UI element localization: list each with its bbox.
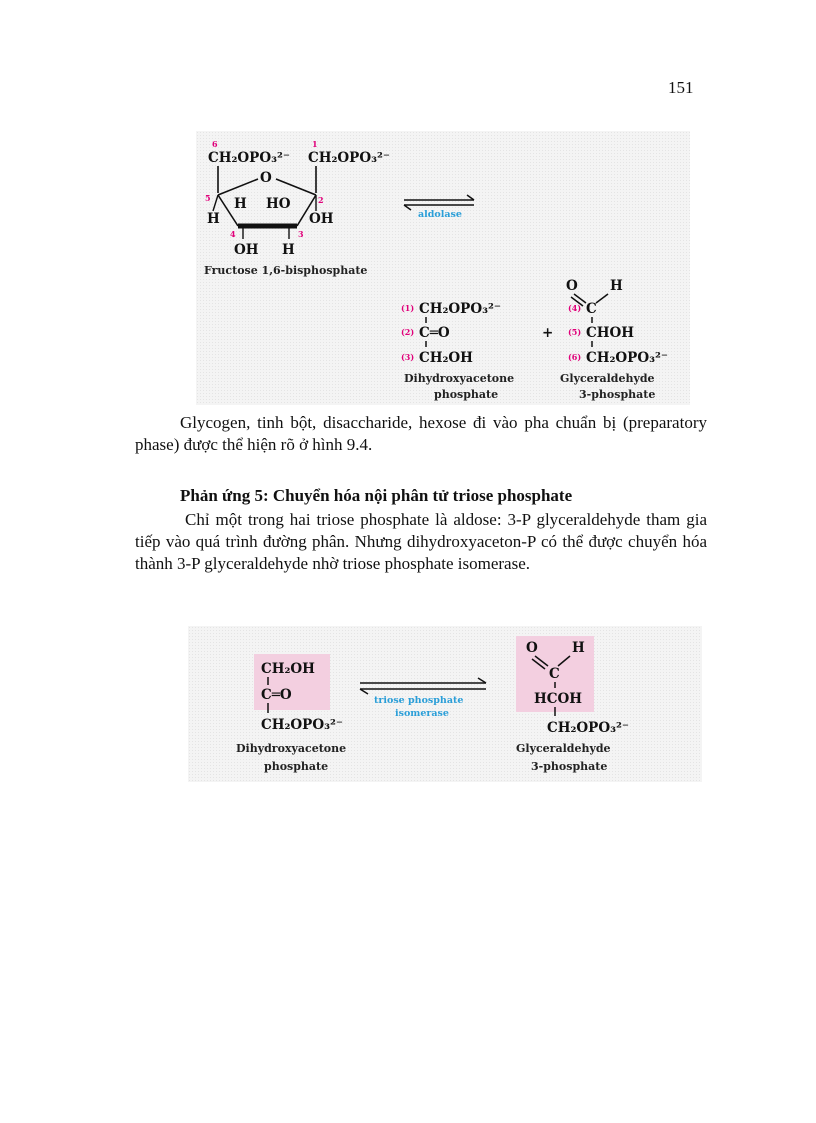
dhap-row-3: CH₂OPO₃²⁻: [261, 717, 344, 733]
page-number: 151: [668, 78, 694, 97]
triose-isomerase-figure: [188, 626, 702, 782]
carbon-number-1: 1: [312, 139, 318, 149]
aldolase-enzyme-label: aldolase: [418, 209, 462, 220]
carbon-number-3: 3: [298, 229, 304, 239]
dhap-row-1: CH₂OH: [261, 661, 315, 677]
ring-oxygen: O: [260, 170, 272, 186]
g3p-number-4: (4): [568, 303, 582, 313]
g3p-oxygen: O: [526, 640, 538, 656]
dhap-number-1: (1): [401, 303, 415, 313]
carbon-number-5: 5: [205, 193, 211, 203]
g3p-row-2: HCOH: [534, 691, 583, 707]
aldolase-reaction-figure: [196, 131, 690, 405]
enzyme-label-line1: triose phosphate: [374, 695, 464, 706]
g3p-row-1: C: [586, 301, 597, 317]
c1-phosphate-group: CH₂OPO₃²⁻: [308, 150, 391, 166]
c4-hydrogen-top: H: [234, 196, 247, 212]
bond-c5-o: [218, 179, 258, 195]
plus-sign: +: [542, 325, 554, 341]
g3p-number-6: (6): [568, 352, 582, 362]
carbon-number-4: 4: [230, 229, 236, 239]
g3p-row-1: C: [549, 666, 560, 682]
g3p-oxygen: O: [566, 278, 578, 294]
triose-isomerase-diagram: [188, 626, 702, 782]
dhap-number-3: (3): [401, 352, 415, 362]
c5-hydrogen: H: [207, 211, 220, 227]
reaction-5-heading: Phản ứng 5: Chuyển hóa nội phân tử triose phosphate: [180, 486, 573, 505]
g3p-number-5: (5): [568, 327, 582, 337]
carbon-number-6: 6: [212, 139, 218, 149]
g3p-row-2: CHOH: [586, 325, 635, 341]
dhap-label-line1: Dihydroxyacetone: [236, 742, 347, 755]
g3p-row-3: CH₂OPO₃²⁻: [547, 720, 630, 736]
dhap-row-3: CH₂OH: [419, 350, 473, 366]
g3p-label-line1: Glyceraldehyde: [560, 372, 655, 385]
bond-o-c2: [276, 179, 316, 195]
bond-c5-h: [213, 195, 218, 211]
c3-hydroxyl-top: HO: [266, 196, 291, 212]
dhap-row-1: CH₂OPO₃²⁻: [419, 301, 502, 317]
g3p-label-line2: 3-phosphate: [531, 760, 608, 773]
enzyme-label-line2: isomerase: [395, 708, 449, 719]
dhap-row-2: C═O: [419, 325, 450, 341]
c6-phosphate-group: CH₂OPO₃²⁻: [208, 150, 291, 166]
c2-hydroxyl: OH: [309, 211, 334, 227]
dhap-label-line1: Dihydroxyacetone: [404, 372, 515, 385]
g3p-bond-h: [596, 294, 608, 303]
aldolase-reaction-diagram: [196, 131, 690, 405]
g3p-row-3: CH₂OPO₃²⁻: [586, 350, 669, 366]
c4-hydroxyl-bottom: OH: [234, 242, 259, 258]
fructose-label: Fructose 1,6-bisphosphate: [204, 264, 368, 277]
dhap-number-2: (2): [401, 327, 415, 337]
dhap-label-line2: phosphate: [434, 388, 499, 401]
paragraph-triose-phosphate: Chỉ một trong hai triose phosphate là aldose: 3-P glyceraldehyde tham gia tiếp vào quá trình đường phân. Nhưng dihydroxyaceton-P có thể được chuyển hóa thành 3-P glyceraldehyde nhờ triose phosphate isomerase.: [135, 510, 707, 573]
carbon-number-2: 2: [318, 195, 324, 205]
dhap-label-line2: phosphate: [264, 760, 329, 773]
dhap-row-2: C═O: [261, 687, 292, 703]
g3p-hydrogen: H: [572, 640, 585, 656]
g3p-hydrogen: H: [610, 278, 623, 294]
g3p-label-line2: 3-phosphate: [579, 388, 656, 401]
g3p-bond-o: [574, 294, 586, 303]
c3-hydrogen-bottom: H: [282, 242, 295, 258]
paragraph-preparatory-phase: Glycogen, tinh bột, disaccharide, hexose đi vào pha chuẩn bị (preparatory phase) được thể hiện rõ ở hình 9.4.: [135, 413, 707, 454]
g3p-label-line1: Glyceraldehyde: [516, 742, 611, 755]
